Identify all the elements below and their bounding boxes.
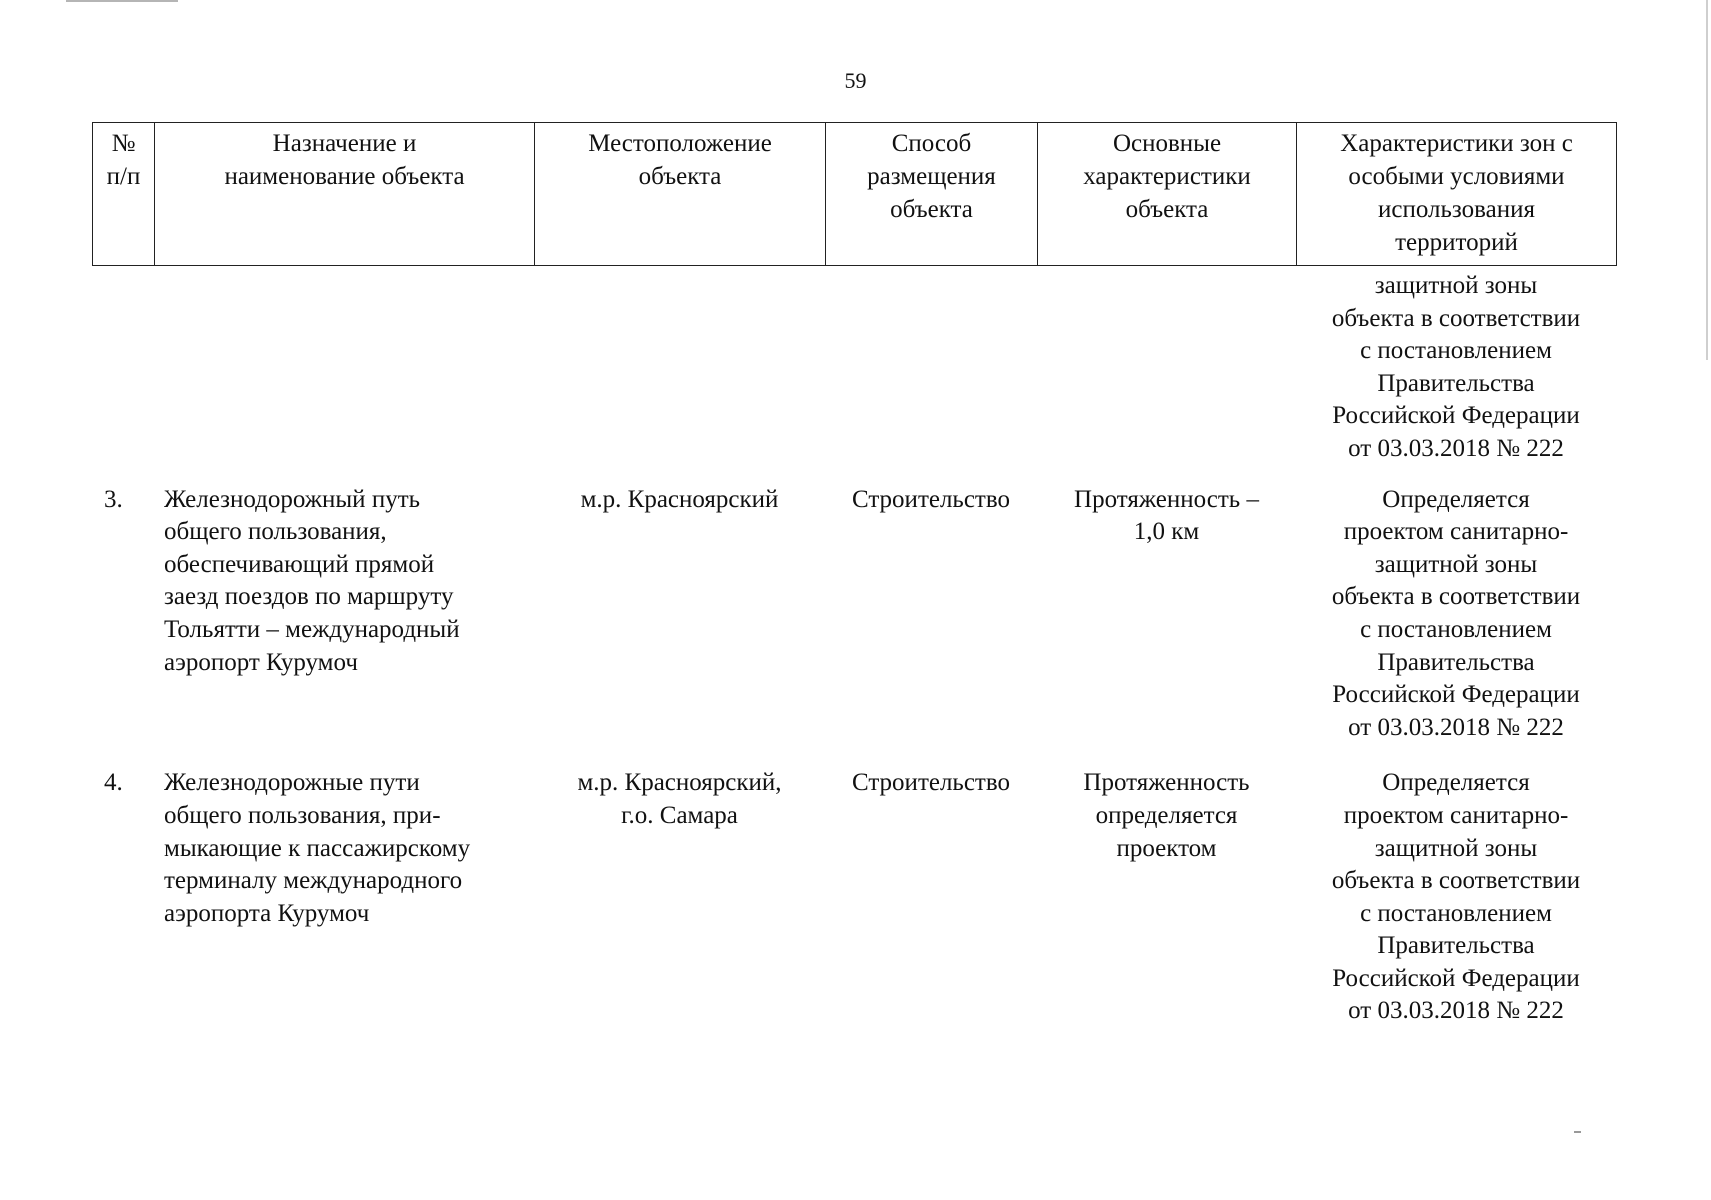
scan-artifact-top <box>66 0 178 2</box>
header-zone: Характеристики зон с особыми условиями использования территорий <box>1297 123 1617 266</box>
zone-cell: защитной зоны объекта в соответствии с постановлением Правительства Российской Федерации от 03.03.2018 № 222 <box>1331 272 1581 462</box>
characteristics-cell: Протяженность – 1,0 км <box>1074 485 1259 546</box>
header-location: Местоположение объекта <box>535 123 826 266</box>
method-cell: Строительство <box>851 769 1010 797</box>
scan-artifact-edge <box>1706 0 1708 360</box>
page-number: 59 <box>844 68 867 93</box>
characteristics-cell: Протяженность определяется проектом <box>1083 769 1250 862</box>
object-name-cell: Железнодорожный путь общего пользования, обеспечивающий прямой заезд поездов по маршруту Тольятти – международный аэропорт Курумоч <box>164 485 460 676</box>
table-row <box>92 767 1616 1051</box>
header-name: Назначение и наименование объекта <box>155 123 535 266</box>
object-name-cell: Железнодорожные пути общего пользования, при- мыкающие к пассажирскому терминалу международного аэропорта Курумоч <box>164 769 471 927</box>
row-number: 3. <box>104 485 123 513</box>
table-row <box>92 484 1616 768</box>
table-header <box>92 122 1617 266</box>
header-method: Способ размещения объекта <box>826 123 1038 266</box>
location-cell: м.р. Красноярский <box>580 485 779 513</box>
zone-cell: Определяется проектом санитарно- защитной зоны объекта в соответствии с постановлением Правительства Российской Федерации от 03.03.2018 № 222 <box>1331 485 1581 741</box>
table-row-continuation <box>92 270 1616 484</box>
table-body <box>92 270 1616 1051</box>
method-cell: Строительство <box>851 485 1010 513</box>
zone-cell: Определяется проектом санитарно- защитной зоны объекта в соответствии с постановлением Правительства Российской Федерации от 03.03.2018 № 222 <box>1331 769 1581 1025</box>
row-number: 4. <box>104 769 123 797</box>
header-characteristics: Основные характеристики объекта <box>1038 123 1297 266</box>
location-cell: м.р. Красноярский, г.о. Самара <box>577 769 782 829</box>
header-number: № п/п <box>93 123 155 266</box>
scan-artifact-dot <box>1574 1131 1581 1133</box>
